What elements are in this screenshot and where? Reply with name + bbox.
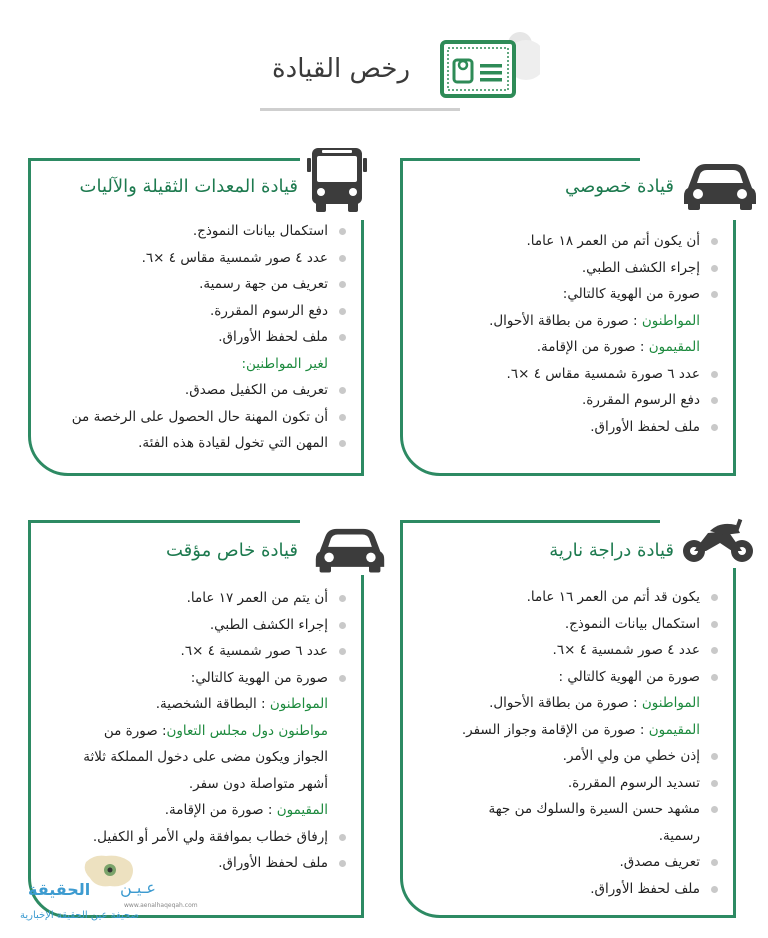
- item-label: المواطنون: [641, 312, 700, 329]
- list-item: [489, 334, 720, 361]
- watermark-url: www.aenalhaqeqah.com: [124, 902, 198, 909]
- list-item: تعريف من جهة رسمية.: [72, 271, 348, 298]
- item-label: مواطنون دول مجلس التعاون: [166, 722, 328, 739]
- list-item: ملف لحفظ الأوراق.: [489, 414, 720, 441]
- list-item: الجواز ويكون مضى على دخول المملكة ثلاثة: [83, 749, 328, 765]
- car-icon: [312, 515, 388, 575]
- list-item: [462, 690, 720, 717]
- list-item: [462, 717, 720, 744]
- list-item: [83, 691, 348, 718]
- card-title-motorcycle: قيادة دراجة نارية: [549, 540, 674, 561]
- item-text: : البطاقة الشخصية.: [155, 696, 270, 712]
- list-item: إذن خطي من ولي الأمر.: [462, 743, 720, 770]
- list-item: صورة من الهوية كالتالي :: [462, 664, 720, 691]
- list-private: [489, 228, 720, 440]
- item-text: : صورة من بطاقة الأحوال.: [489, 312, 642, 329]
- list-temporary: [83, 585, 348, 877]
- item-text: : صورة من الإقامة.: [536, 339, 649, 355]
- id-card-icon: [430, 30, 540, 110]
- watermark-subtitle: صحيفة عين الحقيقة الإخبارية: [20, 910, 139, 921]
- list-motorcycle: [462, 584, 720, 902]
- item-text: : صورة من بطاقة الأحوال.: [489, 695, 642, 711]
- list-item: عدد ٤ صور شمسية ٤ ×٦.: [462, 637, 720, 664]
- list-item: أشهر متواصلة دون سفر.: [188, 775, 328, 792]
- list-item: مشهد حسن السيرة والسلوك من جهة: [462, 796, 720, 823]
- item-text: : صورة من الإقامة.: [164, 802, 277, 818]
- list-item: إجراء الكشف الطبي.: [83, 612, 348, 639]
- list-item: ملف لحفظ الأوراق.: [72, 324, 348, 351]
- list-item: عدد ٤ صور شمسية مقاس ٤ ×٦.: [72, 245, 348, 272]
- car-icon: [680, 150, 760, 212]
- watermark-name: الحقيقة: [28, 880, 91, 899]
- card-title-temporary: قيادة خاص مؤقت: [165, 540, 298, 561]
- bus-icon: [306, 144, 368, 216]
- watermark-logo: [20, 850, 198, 925]
- item-text: : صورة من الإقامة وجواز السفر.: [461, 721, 649, 738]
- list-item: عدد ٦ صورة شمسية مقاس ٤ ×٦.: [489, 361, 720, 388]
- item-label: المواطنون: [269, 696, 328, 712]
- list-item: [489, 308, 720, 335]
- list-item: دفع الرسوم المقررة.: [489, 387, 720, 414]
- list-item: صورة من الهوية كالتالي:: [489, 281, 720, 308]
- card-title-private: قيادة خصوصي: [564, 176, 674, 197]
- list-item: دفع الرسوم المقررة.: [72, 298, 348, 325]
- item-label: المقيمون: [648, 721, 700, 738]
- list-item: يكون قد أتم من العمر ١٦ عاما.: [462, 584, 720, 611]
- item-label: المقيمون: [276, 802, 328, 818]
- list-item: رسمية.: [658, 827, 700, 844]
- item-label: المواطنون: [641, 695, 700, 711]
- list-item: إجراء الكشف الطبي.: [489, 255, 720, 282]
- list-item: المهن التي تخول لقيادة هذه الفئة.: [72, 430, 348, 457]
- list-item: استكمال بيانات النموذج.: [72, 218, 348, 245]
- motorcycle-icon: [680, 515, 756, 567]
- list-item: أن يكون أتم من العمر ١٨ عاما.: [489, 228, 720, 255]
- list-item: ملف لحفظ الأوراق.: [83, 850, 348, 877]
- list-item: [83, 718, 348, 745]
- list-item: استكمال بيانات النموذج.: [462, 611, 720, 638]
- card-title-heavy: قيادة المعدات الثقيلة والآليات: [79, 176, 298, 197]
- page-title: رخص القيادة: [272, 54, 411, 84]
- list-item: تعريف من الكفيل مصدق.: [72, 377, 348, 404]
- item-text: : صورة من: [103, 722, 167, 739]
- list-item: [83, 797, 348, 824]
- list-item: ملف لحفظ الأوراق.: [462, 876, 720, 903]
- watermark-eye-text: عـيـن: [120, 878, 156, 897]
- list-item: أن يتم من العمر ١٧ عاما.: [83, 585, 348, 612]
- item-label: لغير المواطنين:: [241, 355, 328, 372]
- list-item: صورة من الهوية كالتالي:: [83, 665, 348, 692]
- page-header: [250, 30, 540, 110]
- list-item: إرفاق خطاب بموافقة ولي الأمر أو الكفيل.: [83, 824, 348, 851]
- list-item: أن تكون المهنة حال الحصول على الرخصة من: [72, 404, 348, 431]
- item-label: المقيمون: [648, 339, 700, 355]
- list-item: تسديد الرسوم المقررة.: [462, 770, 720, 797]
- list-item: عدد ٦ صور شمسية ٤ ×٦.: [83, 638, 348, 665]
- list-item: [72, 351, 348, 378]
- list-item: تعريف مصدق.: [462, 849, 720, 876]
- list-heavy: [72, 218, 348, 457]
